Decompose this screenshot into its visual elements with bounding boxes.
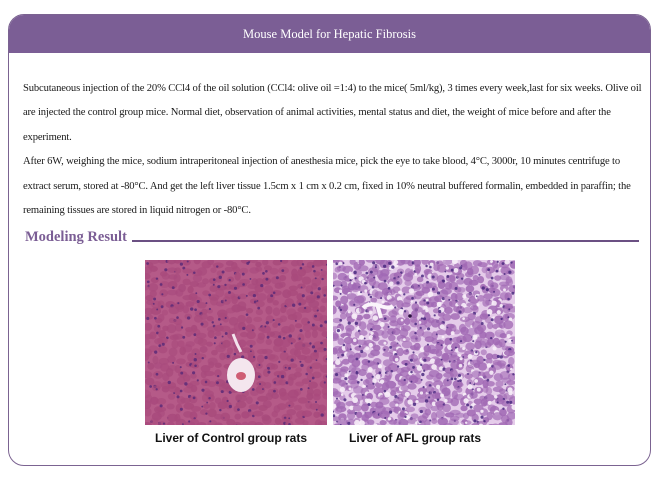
- control-liver-micrograph: [145, 260, 327, 425]
- afl-liver-image: [333, 260, 515, 425]
- control-liver-image: [145, 260, 327, 425]
- info-card: [8, 14, 651, 466]
- afl-caption: Liver of AFL group rats: [349, 431, 482, 445]
- section-divider: [132, 240, 639, 242]
- afl-liver-micrograph: [333, 260, 515, 425]
- paragraph-procedure: Subcutaneous injection of the 20% CCl4 of the oil solution (CCl4: olive oil =1:4) to the mice( 5ml/kg), 3 times every week,last for six weeks. Olive oil are injected the control group mice. Normal diet, observation of animal activities, mental status and diet, the weight of mice before and after the experiment.: [23, 83, 642, 143]
- card-title: Mouse Model for Hepatic Fibrosis: [243, 26, 416, 41]
- section-heading: [25, 226, 639, 248]
- control-caption: Liver of Control group rats: [155, 431, 308, 445]
- paragraph-sampling: After 6W, weighing the mice, sodium intraperitoneal injection of anesthesia mice, pick the eye to take blood, 4°C, 3000r, 10 minutes centrifuge to extract serum, stored at -80°C. And get the left liver tissue 1.5cm x 1 cm x 0.2 cm, fixed in 10% neutral buffered formalin, embedded in paraffin; the remaining tissues are stored in liquid nitrogen or -80°C.: [23, 156, 631, 217]
- section-title: Modeling Result: [25, 228, 127, 245]
- card-header: [9, 15, 650, 53]
- body-text: [23, 77, 643, 223]
